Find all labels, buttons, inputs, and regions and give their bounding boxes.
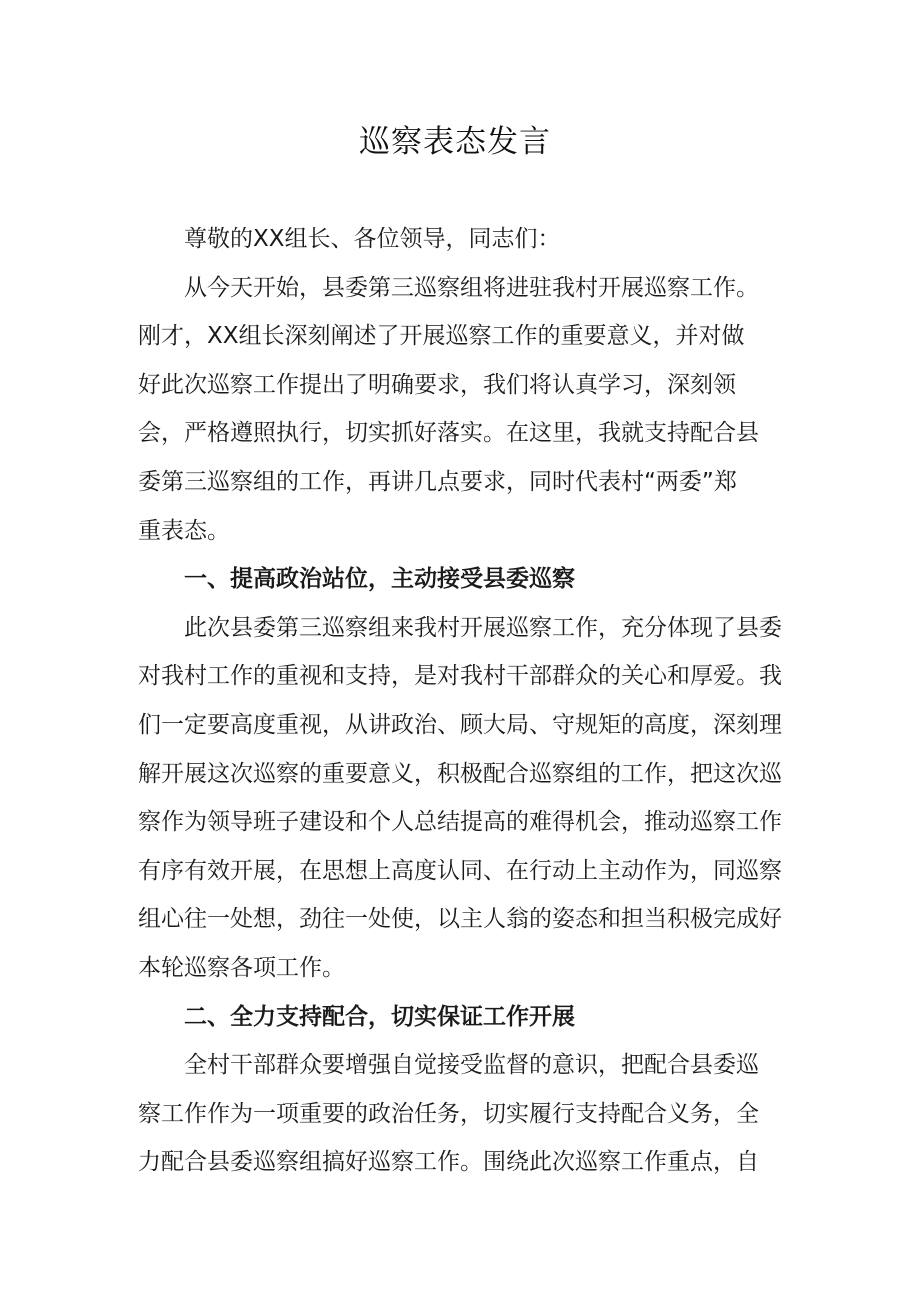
salutation-line: 尊敬的XX组长、各位领导，同志们： — [184, 226, 561, 252]
paragraph-line: 好此次巡察工作提出了明确要求，我们将认真学习，深刻领 — [138, 371, 736, 398]
document-body — [138, 215, 782, 1187]
section-heading-1: 一、提高政治站位，主动接受县委巡察 — [184, 566, 575, 593]
paragraph-line: 有序有效开展，在思想上高度认同、在行动上主动作为，同巡察 — [138, 857, 782, 884]
paragraph-line: 此次县委第三巡察组来我村开展巡察工作，充分体现了县委 — [184, 614, 782, 641]
paragraph-line: 组心往一处想，劲往一处使，以主人翁的姿态和担当积极完成好 — [138, 906, 782, 933]
paragraph-line: 们一定要高度重视，从讲政治、顾大局、守规矩的高度，深刻理 — [138, 711, 782, 738]
paragraph-line: 刚才，XX组长深刻阐述了开展巡察工作的重要意义，并对做 — [138, 323, 745, 350]
paragraph-line: 力配合县委巡察组搞好巡察工作。围绕此次巡察工作重点，自 — [138, 1149, 759, 1176]
paragraph-line: 本轮巡察各项工作。 — [138, 954, 345, 981]
paragraph-line: 从今天开始，县委第三巡察组将进驻我村开展巡察工作。 — [184, 274, 759, 301]
paragraph-line: 察工作作为一项重要的政治任务，切实履行支持配合义务，全 — [138, 1100, 759, 1127]
paragraph-line: 全村干部群众要增强自觉接受监督的意识，把配合县委巡 — [184, 1052, 759, 1079]
paragraph-line: 对我村工作的重视和支持，是对我村干部群众的关心和厚爱。我 — [138, 663, 782, 690]
section-heading-2: 二、全力支持配合，切实保证工作开展 — [184, 1003, 575, 1030]
paragraph-line: 委第三巡察组的工作，再讲几点要求，同时代表村“两委”郑 — [138, 468, 737, 495]
paragraph-line: 察作为领导班子建设和个人总结提高的难得机会，推动巡察工作 — [138, 809, 782, 836]
document-title: 巡察表态发言 — [359, 124, 551, 160]
paragraph-line: 重表态。 — [138, 517, 230, 544]
paragraph-line: 会，严格遵照执行，切实抓好落实。在这里，我就支持配合县 — [138, 420, 759, 447]
paragraph-line: 解开展这次巡察的重要意义，积极配合巡察组的工作，把这次巡 — [138, 760, 782, 787]
